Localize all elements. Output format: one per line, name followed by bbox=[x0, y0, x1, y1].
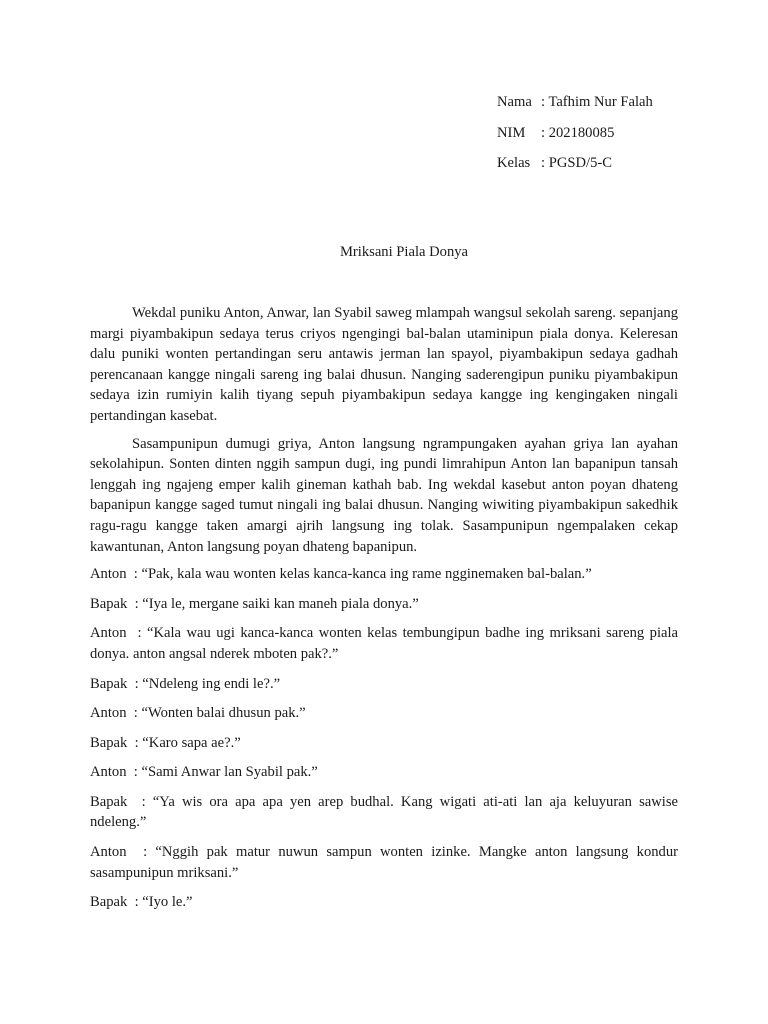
dialogue-line bbox=[90, 564, 678, 585]
dialogue-text: : “Nggih pak matur nuwun sampun wonten izinke. Mangke anton langsung kondur sasampunipun mriksani.” bbox=[90, 844, 678, 881]
dialogue-text: : “Ndeleng ing endi le?.” bbox=[134, 675, 281, 692]
dialogue-text: : “Wonten balai dhusun pak.” bbox=[133, 705, 306, 722]
dialogue-line bbox=[90, 703, 678, 724]
dialogue-text: : “Pak, kala wau wonten kelas kanca-kanca ing rame ngginemaken bal-balan.” bbox=[133, 566, 592, 583]
story-title: Mriksani Piala Donya bbox=[339, 244, 469, 260]
identity-label: Nama bbox=[497, 94, 532, 110]
identity-row-class bbox=[497, 153, 653, 184]
identity-value: : Tafhim Nur Falah bbox=[541, 94, 653, 110]
dialogue-line bbox=[90, 792, 678, 833]
dialogue-speaker: Anton bbox=[90, 844, 127, 861]
dialogue-text: : “Kala wau ugi kanca-kanca wonten kelas tembungipun badhe ing mriksani sareng piala donya. anton angsal nderek mboten pak?.” bbox=[90, 625, 679, 662]
dialogue-line bbox=[90, 594, 678, 615]
dialogue-speaker: Bapak bbox=[90, 734, 128, 751]
dialogue-speaker: Bapak bbox=[90, 675, 128, 692]
identity-value: : 202180085 bbox=[541, 124, 615, 141]
dialogue-text: : “Ya wis ora apa apa yen arep budhal. Kang wigati ati-ati lan aja keluyuran sawise ndeleng.” bbox=[90, 793, 679, 831]
dialogue-line bbox=[90, 892, 678, 913]
identity-row-name bbox=[497, 92, 653, 123]
dialogue-line bbox=[90, 733, 678, 754]
student-identity bbox=[497, 92, 653, 184]
dialogue-speaker: Bapak bbox=[90, 894, 128, 911]
identity-label: Kelas bbox=[497, 155, 531, 171]
dialogue-speaker: Bapak bbox=[90, 595, 128, 612]
dialogue-line bbox=[90, 762, 678, 783]
dialogue-line bbox=[90, 842, 678, 883]
dialogue-speaker: Anton bbox=[90, 764, 127, 781]
identity-label: NIM bbox=[497, 124, 526, 141]
story-body bbox=[90, 303, 678, 922]
dialogue-speaker: Anton bbox=[90, 566, 127, 583]
identity-row-nim bbox=[497, 123, 653, 154]
dialogue-text: : “Iyo le.” bbox=[134, 894, 193, 911]
dialogue-text: : “Karo sapa ae?.” bbox=[134, 734, 241, 751]
dialogue-speaker: Anton bbox=[90, 705, 127, 722]
story-paragraph: Sasampunipun dumugi griya, Anton langsung ngrampungaken ayahan griya lan ayahan sekolahipun. Sonten dinten nggih sampun dugi, ing pundi limrahipun Anton lan bapanipun tansah lenggah ing ngajeng emper kalih gineman kathah bab. Ing wekdal kasebut anton poyan dhateng bapanipun kangge saged tumut ningali ing balai dhusun. Nanging wiwiting piyambakipun sakedhik ragu-ragu kangge taken amargi ajrih langsung ing tolak. Sasampunipun ngempalaken cekap kawantunan, Anton langsung poyan dhateng bapanipun. bbox=[90, 435, 678, 555]
story-paragraph: Wekdal puniku Anton, Anwar, lan Syabil saweg mlampah wangsul sekolah sareng. sepanjang margi piyambakipun sedaya terus criyos ngengingi bal-balan utaminipun piala donya. Keleresan dalu puniki wonten pertandingan seru antawis jerman lan spayol, piyambakipun sedaya gadhah perencanaan kangge ningali sareng ing balai dhusun. Nanging saderengipun puniku piyambakipun sedaya izin rumiyin kalih tiyang sepuh piyambakipun sedaya kangge ing kengingaken ningali pertandingan kasebat. bbox=[90, 305, 678, 424]
dialogue-speaker: Bapak bbox=[90, 793, 128, 810]
dialogue-text: : “Iya le, mergane saiki kan maneh piala donya.” bbox=[134, 595, 419, 612]
dialogue-line bbox=[90, 674, 678, 695]
dialogue-text: : “Sami Anwar lan Syabil pak.” bbox=[133, 764, 318, 781]
dialogue-speaker: Anton bbox=[90, 625, 127, 642]
dialogue-line bbox=[90, 623, 678, 664]
identity-value: : PGSD/5-C bbox=[541, 155, 612, 171]
